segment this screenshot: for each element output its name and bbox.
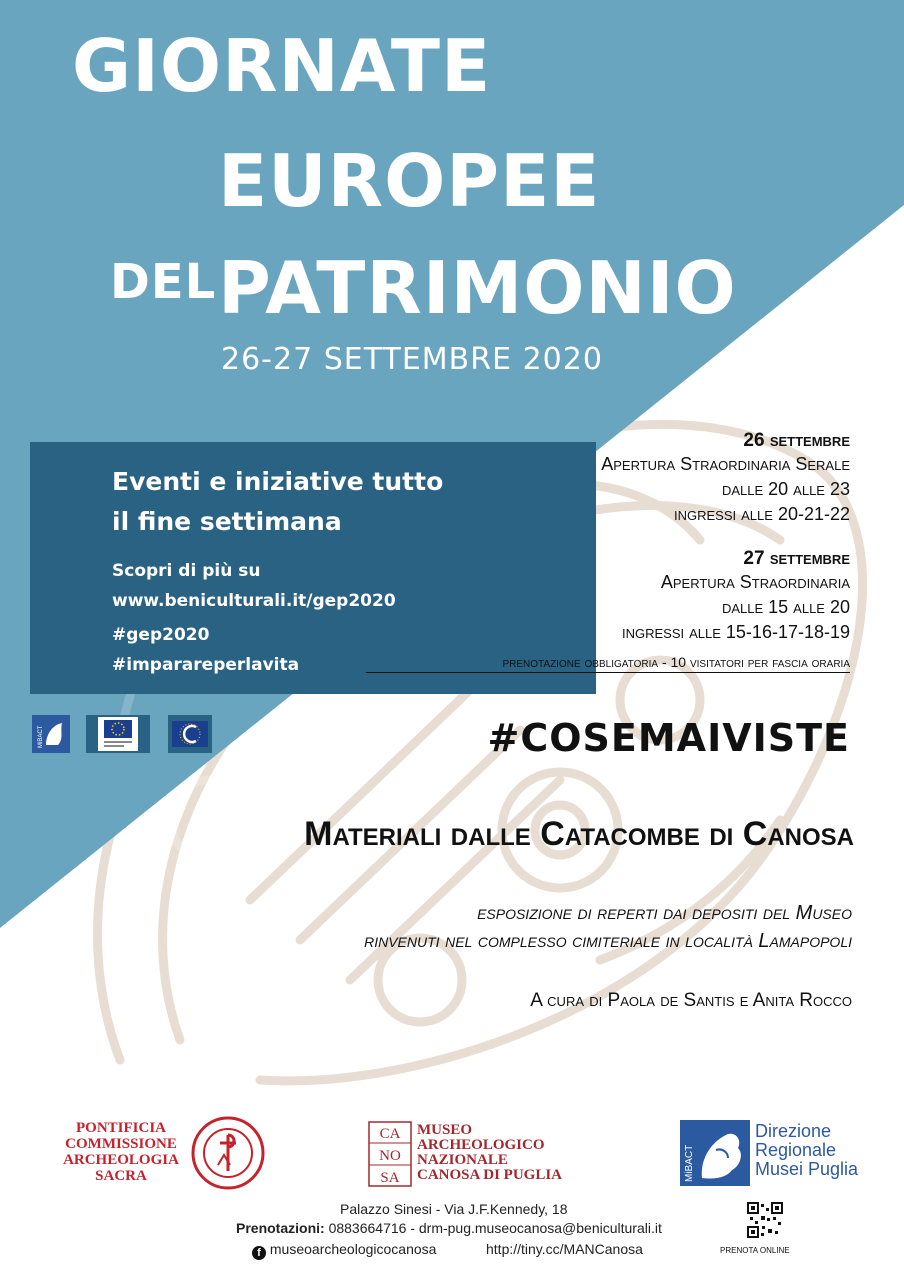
info-line-1: Eventi e iniziative tutto xyxy=(112,467,444,496)
facebook-line[interactable] xyxy=(252,1241,436,1260)
address: Palazzo Sinesi - Via J.F.Kennedy, 18 xyxy=(340,1201,568,1217)
schedule-day-27 xyxy=(622,548,850,645)
facebook-icon: f xyxy=(252,1246,266,1260)
short-link[interactable]: http://tiny.cc/MANCanosa xyxy=(486,1241,643,1257)
booking-label: Prenotazioni: xyxy=(236,1220,325,1236)
pcas-logo-text xyxy=(56,1120,186,1184)
european-commission-logo xyxy=(86,715,150,751)
booking-line xyxy=(236,1220,662,1236)
mibact-logo-text: MiBACT xyxy=(38,725,44,748)
title-europee: EUROPEE xyxy=(218,139,601,223)
title-del: DEL xyxy=(110,254,217,310)
schedule-line: ingressi alle 20-21-22 xyxy=(674,504,850,524)
man-name-line: CANOSA DI PUGLIA xyxy=(417,1167,563,1183)
man-name-line: NAZIONALE xyxy=(417,1152,508,1168)
info-hashtags xyxy=(112,620,299,680)
man-box-no: NO xyxy=(379,1148,401,1164)
schedule-line: dalle 15 alle 20 xyxy=(721,597,850,617)
drm-vertical-text: MiBACT xyxy=(684,1144,695,1182)
man-canosa-name xyxy=(417,1123,562,1183)
exhibition-title: Materiali dalle Catacombe di Canosa xyxy=(304,815,854,853)
hashtag-gep2020: #gep2020 xyxy=(112,625,210,645)
info-discover xyxy=(112,556,396,616)
schedule-day-title: 27 settembre xyxy=(743,548,850,569)
schedule-day-26 xyxy=(601,430,850,527)
pcas-line: COMMISSIONE xyxy=(65,1136,177,1152)
man-canosa-logo-box xyxy=(368,1121,412,1187)
man-box-sa: SA xyxy=(380,1170,400,1186)
schedule-line: dalle 20 alle 23 xyxy=(721,479,850,499)
exhibition-description-line-2: rinvenuti nel complesso cimiteriale in località Lamapopoli xyxy=(364,930,852,952)
drm-name-line: Direzione xyxy=(755,1121,832,1141)
drm-name-line: Regionale xyxy=(755,1140,837,1160)
qr-code[interactable] xyxy=(747,1202,783,1238)
pcas-line: ARCHEOLOGIA xyxy=(63,1152,179,1168)
drm-puglia-name xyxy=(755,1122,858,1179)
event-dates: 26-27 SETTEMBRE 2020 xyxy=(221,342,603,377)
facebook-handle: museoarcheologicocanosa xyxy=(269,1241,437,1257)
discover-label: Scopri di più su xyxy=(112,561,261,581)
curators: A cura di Paola de Santis e Anita Rocco xyxy=(530,990,852,1011)
pcas-line: SACRA xyxy=(95,1168,147,1184)
exhibition-description-line-1: esposizione di reperti dai depositi del Museo xyxy=(477,902,852,924)
mibact-logo xyxy=(32,715,70,751)
schedule-line: ingressi alle 15-16-17-18-19 xyxy=(621,622,850,642)
info-headline xyxy=(112,462,443,542)
council-of-europe-logo xyxy=(168,715,212,751)
hashtag-imparare: #imparareperlavita xyxy=(112,655,300,675)
prenota-online-label: PRENOTA ONLINE xyxy=(720,1246,790,1255)
title-giornate: GIORNATE xyxy=(72,24,492,108)
website-link[interactable]: www.beniculturali.it/gep2020 xyxy=(112,591,396,611)
schedule-day-title: 26 settembre xyxy=(743,430,850,451)
drm-name-line: Musei Puglia xyxy=(755,1159,859,1179)
booking-contact[interactable]: 0883664716 - drm-pug.museocanosa@beniculturali.it xyxy=(328,1220,662,1236)
title-patrimonio: PATRIMONIO xyxy=(218,246,737,330)
info-line-2: il fine settimana xyxy=(112,507,342,536)
schedule-line: Apertura Straordinaria Serale xyxy=(601,454,850,474)
man-name-line: ARCHEOLOGICO xyxy=(417,1137,545,1153)
man-name-line: MUSEO xyxy=(417,1122,473,1138)
booking-notice: prenotazione obbligatoria - 10 visitatori per fascia oraria xyxy=(366,654,850,673)
pcas-seal-logo xyxy=(190,1115,266,1191)
man-box-ca: CA xyxy=(379,1126,401,1142)
schedule-line: Apertura Straordinaria xyxy=(660,572,850,592)
campaign-hashtag: #COSEMAIVISTE xyxy=(487,716,850,760)
drm-puglia-logo-mark xyxy=(680,1120,750,1186)
pcas-line: PONTIFICIA xyxy=(75,1120,166,1136)
